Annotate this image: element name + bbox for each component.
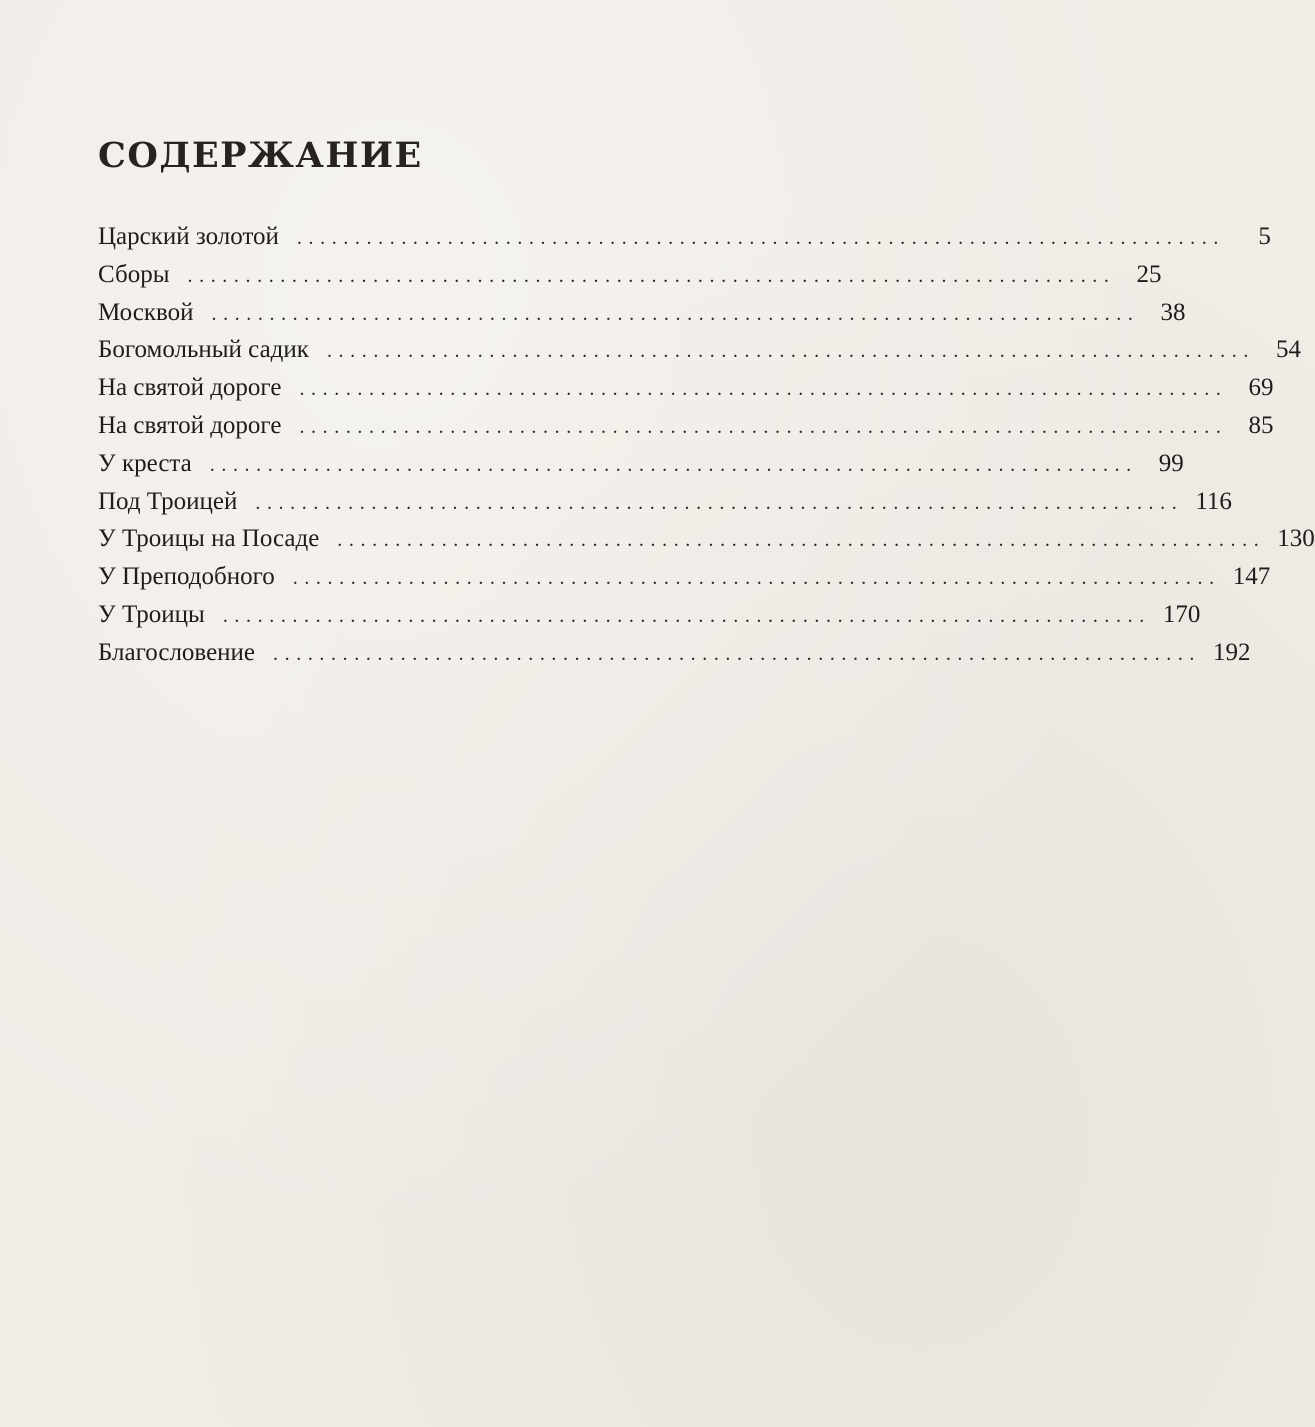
toc-entry-page: 54 <box>1275 336 1301 364</box>
toc-entry-page: 170 <box>1162 600 1201 628</box>
toc-entry-page: 192 <box>1213 638 1251 666</box>
toc-entry-page: 99 <box>1158 449 1184 477</box>
toc-entry-page: 38 <box>1160 298 1186 326</box>
toc-entry-title: Царский золотой <box>98 223 279 250</box>
toc-entry-page: 85 <box>1248 411 1274 439</box>
toc-entry-title: У Преподобного <box>98 563 275 591</box>
toc-entry-page: 5 <box>1258 223 1271 250</box>
toc-entry-title: У Троицы на Посаде <box>98 525 320 553</box>
dot-leader: ................................................................................ <box>299 378 1228 401</box>
dot-leader: ................................................................................ <box>326 340 1255 363</box>
toc-entry <box>98 483 1232 521</box>
toc-entry <box>98 407 1274 445</box>
toc-entry <box>98 256 1162 294</box>
dot-leader: ................................................................................ <box>337 529 1266 552</box>
toc-entry <box>98 445 1184 483</box>
toc-entry <box>98 596 1201 634</box>
toc-entry <box>98 294 1186 332</box>
toc-entry-title: На святой дороге <box>98 374 282 402</box>
toc-entry <box>98 218 1271 256</box>
toc-entry-page: 130 <box>1277 525 1315 553</box>
toc-entry <box>98 331 1301 369</box>
toc-entry-title: Под Троицей <box>98 487 238 515</box>
toc-entry-title: У креста <box>98 449 192 477</box>
table-of-contents <box>98 218 1315 672</box>
dot-leader: ................................................................................ <box>255 491 1184 514</box>
toc-entry-title: Москвой <box>98 298 194 326</box>
toc-entry-title: Богомольный садик <box>98 336 309 364</box>
toc-entry-page: 69 <box>1248 374 1274 402</box>
toc-entry-title: На святой дороге <box>98 411 282 439</box>
toc-entry <box>98 369 1274 407</box>
dot-leader: ................................................................................ <box>273 642 1202 665</box>
dot-leader: ................................................................................ <box>222 604 1151 627</box>
dot-leader: ................................................................................ <box>187 264 1116 287</box>
toc-entry-page: 147 <box>1232 563 1271 591</box>
toc-entry-title: У Троицы <box>98 600 205 628</box>
toc-entry-title: Сборы <box>98 260 170 288</box>
toc-entry-title: Благословение <box>98 638 256 666</box>
toc-entry <box>98 558 1271 596</box>
toc-entry <box>98 520 1315 558</box>
toc-entry-page: 116 <box>1195 487 1232 515</box>
contents-heading: СОДЕРЖАНИЕ <box>98 135 423 176</box>
toc-entry-page: 25 <box>1136 260 1162 288</box>
dot-leader: ................................................................................ <box>296 227 1225 249</box>
dot-leader: ................................................................................ <box>211 302 1140 325</box>
dot-leader: ................................................................................ <box>292 567 1221 590</box>
toc-entry <box>98 634 1251 672</box>
dot-leader: ................................................................................ <box>299 415 1228 438</box>
dot-leader: ................................................................................ <box>209 453 1138 476</box>
